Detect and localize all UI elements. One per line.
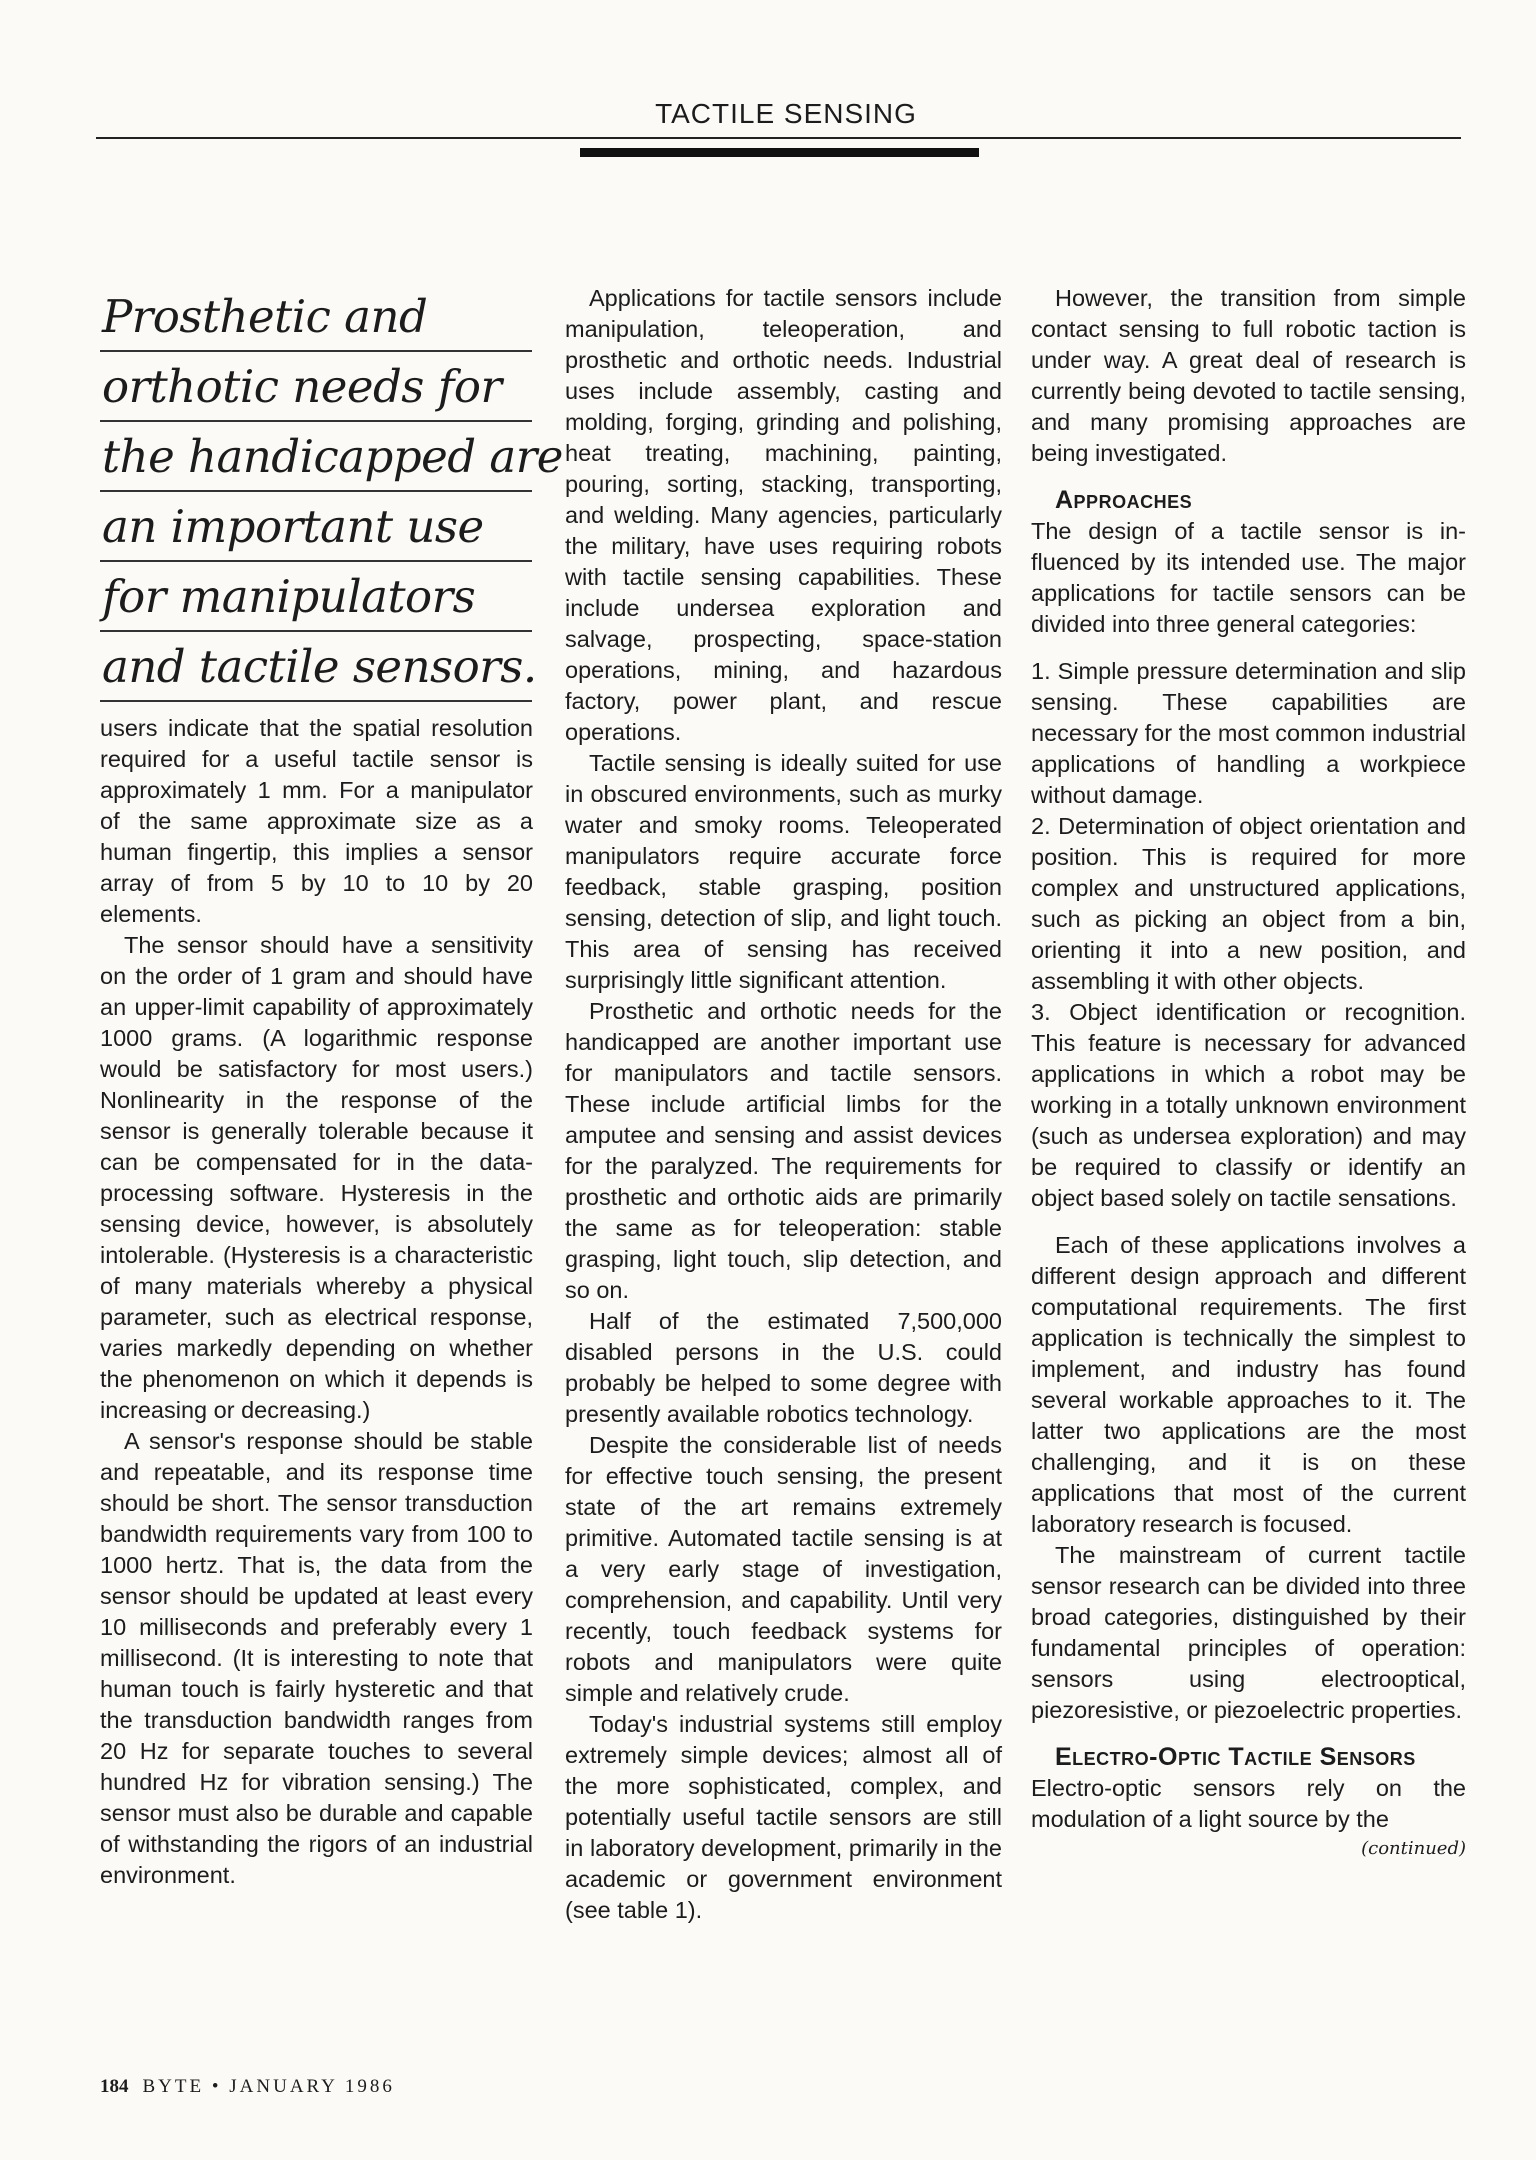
pull-quote-line: for manipulators bbox=[100, 562, 532, 632]
paragraph: However, the transition from simple contact sensing to full robotic taction is under way. A great deal of research is currently being devoted to tactile sensing, and many promising approaches are being investigated. bbox=[1031, 285, 1466, 466]
paragraph: Prosthetic and orthotic needs for the handicapped are another important use for manipulators and tactile sensors. These include artificial limbs for the amputee and sensing and assist devices for the paralyzed. The requirements for prosthetic and orthotic aids are primarily the same as for teleoperation: stable grasping, light touch, slip detection, and so on. bbox=[565, 998, 1002, 1303]
list-item: 3. Object identification or recognition. This feature is necessary for advanced applications in which a robot may be working in a totally unknown environment (such as undersea exploration) and may be required to classify or identify an object based solely on tactile sensations. bbox=[1031, 999, 1466, 1211]
paragraph: The design of a tactile sensor is influenced by its intended use. The major applications for tactile sensors can be divided into three general categories: bbox=[1031, 518, 1466, 637]
paragraph: Applications for tactile sensors include manipulation, teleoperation, and prosthetic and orthotic needs. Industrial uses include assembly, casting and molding, forging, grinding and polishing, heat treating, machining, painting, pouring, sorting, stacking, transporting, and welding. Many agencies, particularly the military, have uses requiring robots with tactile sensing capabilities. These include undersea exploration and salvage, prospecting, space-station operations, mining, and hazardous factory, power plant, and rescue operations. bbox=[565, 285, 1002, 745]
paragraph: The mainstream of current tactile sensor research can be divided into three broad categories, distinguished by their fundamental principles of operation: sensors using electrooptical, piezoresistive, or piezoelectric properties. bbox=[1031, 1542, 1466, 1723]
publication-line: BYTE • JANUARY 1986 bbox=[142, 2076, 395, 2097]
pull-quote-line: an important use bbox=[100, 492, 532, 562]
pull-quote-line: orthotic needs for bbox=[100, 352, 532, 422]
section-heading-electro-optic: Electro-Optic Tactile Sensors bbox=[1055, 1743, 1416, 1771]
page-footer bbox=[100, 2076, 395, 2098]
paragraph: users indicate that the spatial resolution required for a useful tactile sensor is approximately 1 mm. For a manipulator of the same approximate size as a human fingertip, this implies a sensor array of from 5 by 10 to 10 by 20 elements. bbox=[100, 715, 533, 927]
paragraph: Half of the estimated 7,500,000 disabled persons in the U.S. could probably be helped to some degree with presently available robotics technology. bbox=[565, 1308, 1002, 1427]
pull-quote bbox=[100, 282, 563, 702]
paragraph: Despite the considerable list of needs for effective touch sensing, the present state of the art remains extremely primitive. Automated tactile sensing is at a very early stage of investigation, comprehension, and capability. Until very recently, touch feedback systems for robots and manipulators were quite simple and relatively crude. bbox=[565, 1432, 1002, 1706]
header-rule bbox=[96, 137, 1461, 139]
pull-quote-line: the handicapped are bbox=[100, 422, 532, 492]
article-column-2 bbox=[565, 283, 1002, 1926]
header-rule-bar bbox=[580, 148, 979, 157]
continued-label: (continued) bbox=[1361, 1838, 1466, 1859]
article-column-1 bbox=[100, 713, 533, 1891]
pull-quote-line: Prosthetic and bbox=[100, 282, 532, 352]
section-title: TACTILE SENSING bbox=[655, 98, 917, 129]
pull-quote-line: and tactile sensors. bbox=[100, 632, 532, 702]
paragraph: Today's industrial systems still employ extremely simple devices; almost all of the more sophisticated, complex, and potentially useful tactile sensors are still in laboratory development, primarily in the academic or government environment (see table 1). bbox=[565, 1711, 1002, 1923]
page-number: 184 bbox=[100, 2076, 129, 2097]
paragraph: The sensor should have a sensitivity on the order of 1 gram and should have an upper-limit capability of approximately 1000 grams. (A logarithmic response would be satisfactory for most users.) Nonlinearity in the response of the sensor is generally tolerable because it can be compensated for in the data-processing software. Hysteresis in the sensing device, however, is absolutely intolerable. (Hysteresis is a characteristic of many materials whereby a physical parameter, such as electrical response, varies markedly depending on whether the phenomenon on which it depends is increasing or decreasing.) bbox=[100, 932, 533, 1423]
paragraph: Each of these applications involves a different design approach and different computational requirements. The first application is technically the simplest to implement, and industry has found several workable approaches to it. The latter two applications are the most challenging, and it is on these applications that most of the current laboratory research is focused. bbox=[1031, 1232, 1466, 1537]
article-column-3 bbox=[1031, 283, 1466, 1863]
paragraph: A sensor's response should be stable and repeatable, and its response time should be short. The sensor transduction bandwidth requirements vary from 100 to 1000 hertz. That is, the data from the sensor should be updated at least every 10 milliseconds and preferably every 1 millisecond. (It is interesting to note that human touch is fairly hysteretic and that the transduction bandwidth ranges from 20 Hz for separate touches to several hundred Hz for vibration sensing.) The sensor must also be durable and capable of withstanding the rigors of an industrial environment. bbox=[100, 1428, 533, 1888]
list-item: 2. Determination of object orientation and position. This is required for more complex and unstructured applications, such as picking an object from a bin, orienting it into a new position, and assembling it with other objects. bbox=[1031, 813, 1466, 994]
paragraph: Tactile sensing is ideally suited for use in obscured environments, such as murky water and smoky rooms. Teleoperated manipulators require accurate force feedback, stable grasping, position sensing, detection of slip, and light touch. This area of sensing has received surprisingly little significant attention. bbox=[565, 750, 1002, 993]
section-heading-approaches: Approaches bbox=[1055, 486, 1193, 514]
list-item: 1. Simple pressure determination and slip sensing. These capabilities are necessary for the most common industrial applications of handling a workpiece without damage. bbox=[1031, 658, 1466, 808]
paragraph: Electro-optic sensors rely on the modulation of a light source by the bbox=[1031, 1775, 1466, 1832]
